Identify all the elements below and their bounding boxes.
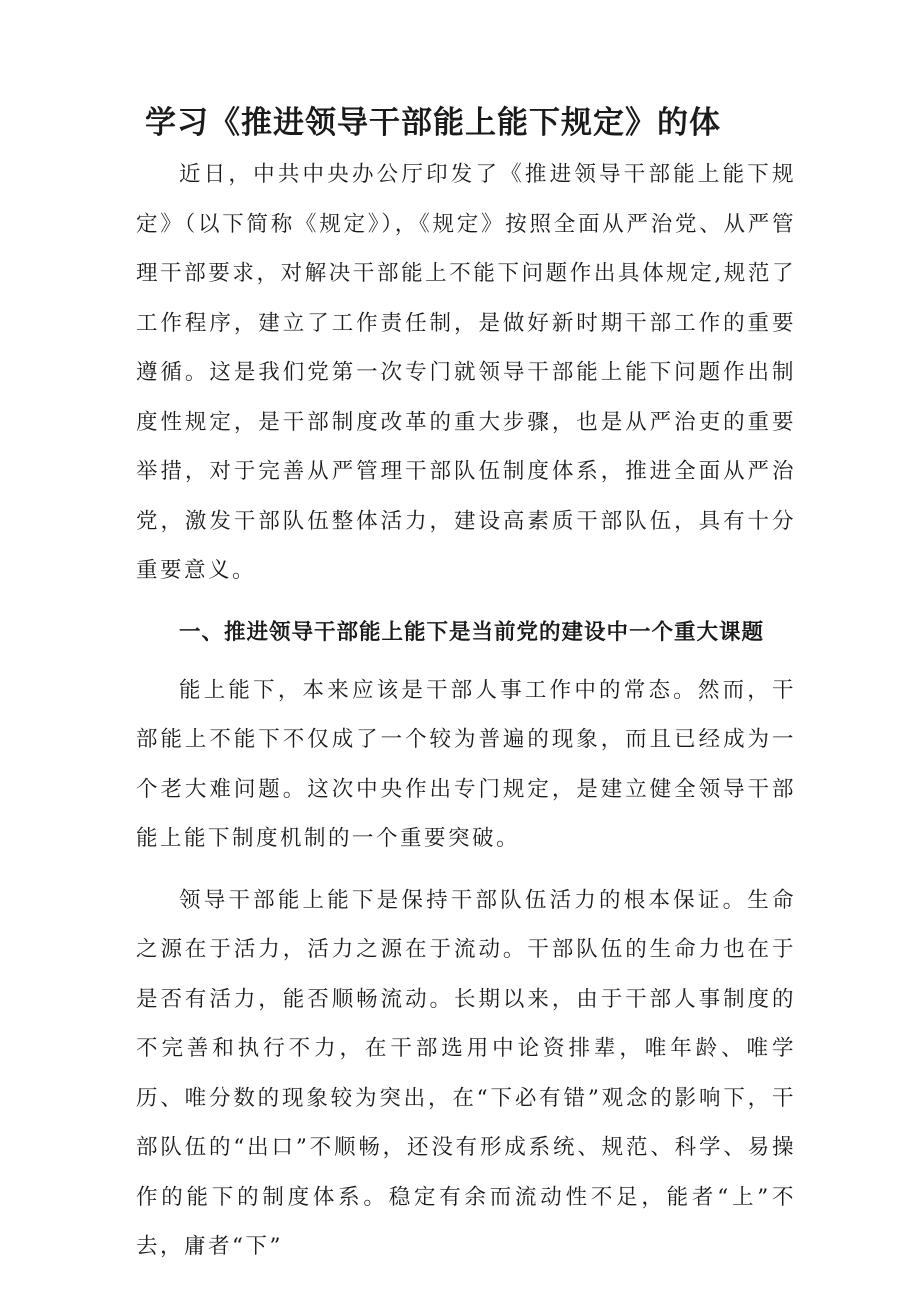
paragraph-vitality: 领导干部能上能下是保持干部队伍活力的根本保证。生命之源在于活力，活力之源在于流动。干部队伍的生命力也在于是否有活力，能否顺畅流动。长期以来，由于干部人事制度的不完善和执行不力，在干部选用中论资排辈，唯年龄、唯学历、唯分数的现象较为突出，在“下必有错”观念的影响下，干部队伍的“出口”不顺畅，还没有形成系统、规范、科学、易操作的能下的制度体系。稳定有余而流动性不足，能者“上”不去，庸者“下”	[136, 887, 796, 1259]
document-title: 学习《推进领导干部能上能下规定》的体	[145, 105, 721, 141]
paragraph-intro: 近日，中共中央办公厅印发了《推进领导干部能上能下规定》（以下简称《规定》），《规定》按照全面从严治党、从严管理干部要求，对解决干部能上不能下问题作出具体规定,规范了工作程序，建立了工作责任制，是做好新时期干部工作的重要遵循。这是我们党第一次专门就领导干部能上能下问题作出制度性规定，是干部制度改革的重大步骤，也是从严治吏的重要举措，对于完善从严管理干部队伍制度体系，推进全面从严治党，激发干部队伍整体活力，建设高素质干部队伍，具有十分重要意义。	[136, 162, 796, 583]
section-heading: 一、推进领导干部能上能下是当前党的建设中一个重大课题	[179, 619, 765, 645]
paragraph-normal-state: 能上能下，本来应该是干部人事工作中的常态。然而，干部能上不能下不仅成了一个较为普遍的现象，而且已经成为一个老大难问题。这次中央作出专门规定，是建立健全领导干部能上能下制度机制的一个重要突破。	[136, 677, 796, 851]
document-body	[136, 150, 796, 1272]
